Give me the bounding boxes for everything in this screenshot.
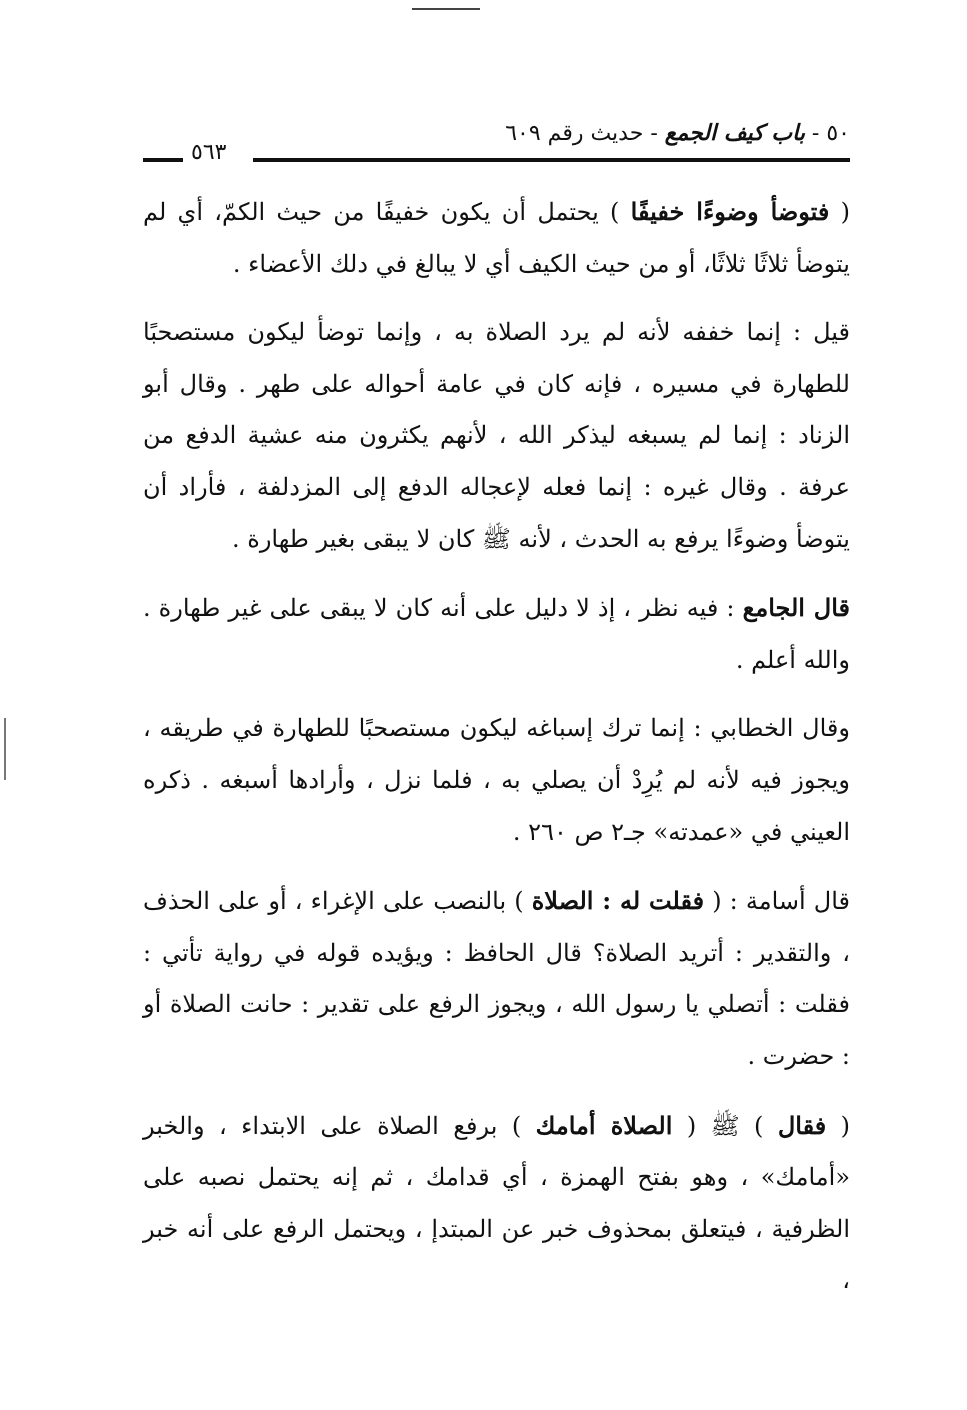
chapter-title: باب كيف الجمع bbox=[664, 120, 805, 146]
bold-phrase: الصلاة أمامك bbox=[535, 1110, 673, 1140]
bold-phrase: فتوضأ وضوءًا خفيفًا bbox=[630, 197, 830, 226]
text-run: : فيه نظر ، إذ لا دليل على أنه كان لا يبقى على غير طهارة . والله أعلم . bbox=[143, 594, 850, 674]
paragraph bbox=[143, 186, 850, 290]
paragraph bbox=[143, 1100, 850, 1307]
paragraph bbox=[143, 582, 850, 686]
paragraph bbox=[143, 875, 850, 1082]
margin-mark bbox=[4, 718, 6, 780]
header-rule bbox=[253, 158, 850, 162]
header-rule-short bbox=[143, 158, 183, 162]
text-run: ( bbox=[826, 1111, 850, 1140]
page-header bbox=[143, 118, 850, 176]
page-number: ٥٦٣ bbox=[191, 140, 227, 165]
text-run: ( bbox=[829, 198, 851, 226]
running-head bbox=[505, 120, 850, 146]
bold-phrase: فقال bbox=[777, 1110, 827, 1140]
paragraph bbox=[143, 703, 850, 858]
text-run: ) ﷺ ( bbox=[672, 1111, 778, 1140]
text-run: ) برفع الصلاة على الابتداء ، والخبر «أمامك» ، وهو بفتح الهمزة ، أي قدامك ، ثم إنه يحتمل نصبه على الظرفية ، فيتعلق بمحذوف خبر عن المبتدإ ، ويحتمل الرفع على أنه خبر ، bbox=[143, 1111, 850, 1295]
hadith-reference: - حديث رقم ٦٠٩ bbox=[505, 121, 665, 146]
page-body bbox=[143, 186, 850, 1324]
text-run: قيل : إنما خففه لأنه لم يرد الصلاة به ، وإنما توضأ ليكون مستصحبًا للطهارة في مسيره ، فإنه كان في عامة أحواله على طهر . وقال أبو الزناد : إنما لم يسبغه ليذكر الله ، لأنهم يكثرون منه عشية الدفع من عرفة . وقال غيره : إنما فعله لإعجاله الدفع إلى المزدلفة ، فأراد أن يتوضأ وضوءًا يرفع به الحدث ، لأنه ﷺ كان لا يبقى بغير طهارة . bbox=[143, 318, 850, 553]
bold-phrase: فقلت له : الصلاة bbox=[531, 886, 705, 916]
paragraph bbox=[143, 307, 850, 565]
text-run: ) يحتمل أن يكون خفيفًا من حيث الكمّ، أي لم يتوضأ ثلاثًا ثلاثًا، أو من حيث الكيف أي لا يبالغ في دلك الأعضاء . bbox=[143, 198, 850, 278]
bold-phrase: قال الجامع bbox=[742, 593, 850, 623]
text-run: ) بالنصب على الإغراء ، أو على الحذف ، والتقدير : أتريد الصلاة؟ قال الحافظ : ويؤيده قوله في رواية تأتي : فقلت : أتصلي يا رسول الله ، ويجوز الرفع على تقدير : حانت الصلاة أو : حضرت . bbox=[143, 887, 850, 1070]
text-run: قال أسامة : ( bbox=[704, 887, 851, 916]
text-run: وقال الخطابي : إنما ترك إسباغه ليكون مستصحبًا للطهارة في طريقه ، ويجوز فيه لأنه لم يُرِدْ أن يصلي به ، فلما نزل ، وأرادها أسبغه . ذكره العيني في «عمدته» جـ٢ ص ٢٦٠ . bbox=[143, 714, 851, 846]
chapter-number: ٥٠ - bbox=[804, 121, 850, 146]
top-edge-mark bbox=[412, 8, 480, 10]
